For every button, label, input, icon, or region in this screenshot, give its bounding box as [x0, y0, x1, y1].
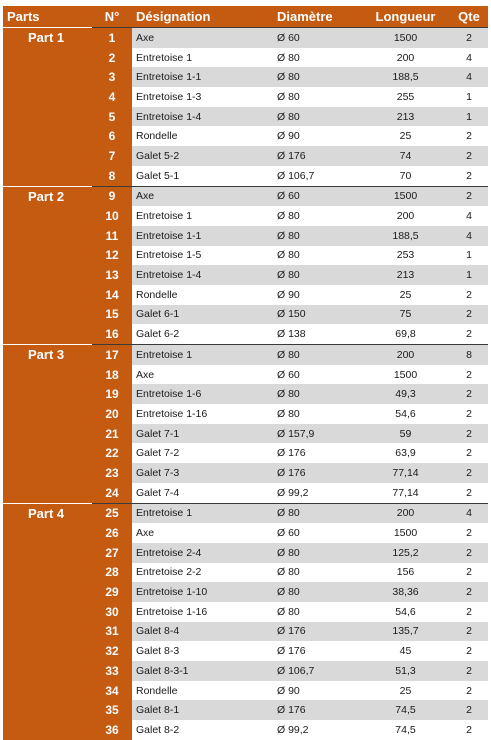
table-row	[3, 28, 488, 48]
item-designation: Entretoise 1-6	[132, 384, 273, 404]
item-length: 200	[361, 345, 450, 365]
item-number: 10	[92, 206, 132, 226]
item-length: 74,5	[361, 720, 450, 740]
header-row	[3, 6, 488, 28]
item-length: 25	[361, 126, 450, 146]
item-number: 34	[92, 681, 132, 701]
item-length: 49,3	[361, 384, 450, 404]
item-quantity: 4	[450, 226, 488, 246]
item-diameter: Ø 60	[273, 28, 361, 48]
item-quantity: 1	[450, 265, 488, 285]
item-length: 1500	[361, 523, 450, 543]
item-diameter: Ø 80	[273, 107, 361, 127]
item-designation: Entretoise 1-10	[132, 582, 273, 602]
part-group-name: Part 1	[28, 30, 65, 45]
item-quantity: 2	[450, 661, 488, 681]
item-designation: Galet 8-2	[132, 720, 273, 740]
part-group-name: Part 2	[28, 188, 65, 204]
item-length: 1500	[361, 28, 450, 48]
item-designation: Entretoise 1-16	[132, 404, 273, 424]
item-designation: Axe	[132, 186, 273, 206]
item-length: 213	[361, 265, 450, 285]
item-designation: Entretoise 1-4	[132, 265, 273, 285]
item-length: 54,6	[361, 404, 450, 424]
item-diameter: Ø 106,7	[273, 661, 361, 681]
item-designation: Entretoise 1-16	[132, 602, 273, 622]
item-designation: Entretoise 1-1	[132, 67, 273, 87]
item-length: 188,5	[361, 226, 450, 246]
item-designation: Galet 7-2	[132, 443, 273, 463]
item-length: 51,3	[361, 661, 450, 681]
part-group-label	[3, 186, 92, 345]
item-quantity: 2	[450, 324, 488, 344]
item-quantity: 1	[450, 246, 488, 266]
item-number: 29	[92, 582, 132, 602]
item-number: 31	[92, 622, 132, 642]
part-group-name: Part 4	[28, 505, 65, 521]
item-quantity: 2	[450, 285, 488, 305]
item-quantity: 4	[450, 67, 488, 87]
item-designation: Galet 6-2	[132, 324, 273, 344]
item-number: 19	[92, 384, 132, 404]
item-length: 200	[361, 206, 450, 226]
item-designation: Entretoise 1-3	[132, 87, 273, 107]
item-number: 18	[92, 365, 132, 385]
item-length: 75	[361, 305, 450, 325]
item-quantity: 2	[450, 166, 488, 186]
item-number: 14	[92, 285, 132, 305]
item-diameter: Ø 80	[273, 246, 361, 266]
item-diameter: Ø 99,2	[273, 483, 361, 503]
item-length: 74	[361, 146, 450, 166]
item-number: 24	[92, 483, 132, 503]
item-quantity: 2	[450, 28, 488, 48]
item-designation: Galet 8-4	[132, 622, 273, 642]
item-designation: Galet 5-1	[132, 166, 273, 186]
item-designation: Axe	[132, 523, 273, 543]
item-diameter: Ø 176	[273, 463, 361, 483]
item-number: 9	[92, 186, 132, 206]
item-length: 135,7	[361, 622, 450, 642]
item-designation: Entretoise 1-4	[132, 107, 273, 127]
part-group-label	[3, 503, 92, 740]
item-quantity: 2	[450, 443, 488, 463]
item-quantity: 1	[450, 107, 488, 127]
item-quantity: 2	[450, 582, 488, 602]
item-number: 22	[92, 443, 132, 463]
item-diameter: Ø 80	[273, 582, 361, 602]
item-diameter: Ø 80	[273, 384, 361, 404]
item-diameter: Ø 99,2	[273, 720, 361, 740]
item-designation: Galet 6-1	[132, 305, 273, 325]
item-number: 21	[92, 424, 132, 444]
item-designation: Axe	[132, 28, 273, 48]
item-diameter: Ø 80	[273, 48, 361, 68]
item-quantity: 2	[450, 622, 488, 642]
item-diameter: Ø 157,9	[273, 424, 361, 444]
header-quantity: Qte	[450, 6, 488, 28]
item-length: 69,8	[361, 324, 450, 344]
item-number: 23	[92, 463, 132, 483]
table-row	[3, 186, 488, 206]
parts-table	[3, 6, 488, 740]
item-quantity: 1	[450, 87, 488, 107]
part-group-label	[3, 345, 92, 504]
item-quantity: 2	[450, 700, 488, 720]
item-designation: Rondelle	[132, 681, 273, 701]
item-diameter: Ø 176	[273, 146, 361, 166]
item-diameter: Ø 80	[273, 503, 361, 523]
item-quantity: 2	[450, 523, 488, 543]
part-group-label	[3, 28, 92, 187]
item-designation: Galet 8-3	[132, 641, 273, 661]
item-length: 188,5	[361, 67, 450, 87]
item-quantity: 4	[450, 48, 488, 68]
item-length: 38,36	[361, 582, 450, 602]
table-body	[3, 28, 488, 740]
item-designation: Entretoise 2-4	[132, 543, 273, 563]
item-length: 1500	[361, 365, 450, 385]
item-length: 59	[361, 424, 450, 444]
item-length: 54,6	[361, 602, 450, 622]
item-designation: Entretoise 1	[132, 206, 273, 226]
item-designation: Galet 8-3-1	[132, 661, 273, 681]
item-number: 2	[92, 48, 132, 68]
item-number: 36	[92, 720, 132, 740]
item-diameter: Ø 80	[273, 563, 361, 583]
item-number: 35	[92, 700, 132, 720]
item-diameter: Ø 176	[273, 443, 361, 463]
item-diameter: Ø 80	[273, 206, 361, 226]
item-diameter: Ø 80	[273, 404, 361, 424]
item-number: 7	[92, 146, 132, 166]
item-length: 125,2	[361, 543, 450, 563]
item-quantity: 2	[450, 146, 488, 166]
item-quantity: 2	[450, 463, 488, 483]
item-diameter: Ø 80	[273, 543, 361, 563]
header-length: Longueur	[361, 6, 450, 28]
item-diameter: Ø 80	[273, 226, 361, 246]
item-designation: Rondelle	[132, 285, 273, 305]
item-designation: Entretoise 1	[132, 503, 273, 523]
item-number: 3	[92, 67, 132, 87]
item-diameter: Ø 60	[273, 365, 361, 385]
item-number: 33	[92, 661, 132, 681]
item-length: 77,14	[361, 463, 450, 483]
item-number: 8	[92, 166, 132, 186]
item-quantity: 4	[450, 206, 488, 226]
item-designation: Rondelle	[132, 126, 273, 146]
item-number: 1	[92, 28, 132, 48]
item-designation: Axe	[132, 365, 273, 385]
item-designation: Entretoise 1-1	[132, 226, 273, 246]
item-quantity: 4	[450, 503, 488, 523]
item-designation: Entretoise 1-5	[132, 246, 273, 266]
item-length: 213	[361, 107, 450, 127]
item-length: 25	[361, 681, 450, 701]
item-length: 77,14	[361, 483, 450, 503]
item-number: 11	[92, 226, 132, 246]
item-designation: Galet 7-1	[132, 424, 273, 444]
item-designation: Entretoise 1	[132, 345, 273, 365]
item-number: 32	[92, 641, 132, 661]
item-quantity: 2	[450, 602, 488, 622]
item-length: 200	[361, 48, 450, 68]
item-quantity: 2	[450, 305, 488, 325]
item-length: 255	[361, 87, 450, 107]
part-group-name: Part 3	[28, 347, 65, 362]
item-number: 12	[92, 246, 132, 266]
item-number: 13	[92, 265, 132, 285]
item-diameter: Ø 60	[273, 523, 361, 543]
item-designation: Galet 5-2	[132, 146, 273, 166]
item-length: 63,9	[361, 443, 450, 463]
item-quantity: 2	[450, 681, 488, 701]
item-number: 20	[92, 404, 132, 424]
item-number: 16	[92, 324, 132, 344]
item-designation: Entretoise 2-2	[132, 563, 273, 583]
item-quantity: 2	[450, 404, 488, 424]
item-designation: Galet 8-1	[132, 700, 273, 720]
item-quantity: 2	[450, 126, 488, 146]
item-diameter: Ø 138	[273, 324, 361, 344]
item-diameter: Ø 150	[273, 305, 361, 325]
item-designation: Galet 7-3	[132, 463, 273, 483]
item-length: 70	[361, 166, 450, 186]
item-number: 5	[92, 107, 132, 127]
item-number: 26	[92, 523, 132, 543]
item-quantity: 2	[450, 720, 488, 740]
item-quantity: 2	[450, 384, 488, 404]
item-quantity: 2	[450, 543, 488, 563]
item-diameter: Ø 176	[273, 700, 361, 720]
item-number: 6	[92, 126, 132, 146]
item-diameter: Ø 90	[273, 126, 361, 146]
item-length: 156	[361, 563, 450, 583]
item-number: 30	[92, 602, 132, 622]
item-diameter: Ø 80	[273, 345, 361, 365]
item-length: 1500	[361, 186, 450, 206]
item-diameter: Ø 80	[273, 67, 361, 87]
item-length: 45	[361, 641, 450, 661]
item-diameter: Ø 80	[273, 602, 361, 622]
item-diameter: Ø 176	[273, 641, 361, 661]
item-quantity: 8	[450, 345, 488, 365]
item-length: 25	[361, 285, 450, 305]
item-diameter: Ø 80	[273, 265, 361, 285]
item-quantity: 2	[450, 365, 488, 385]
header-parts: Parts	[3, 6, 92, 28]
header-designation: Désignation	[132, 6, 273, 28]
item-quantity: 2	[450, 186, 488, 206]
item-diameter: Ø 90	[273, 681, 361, 701]
item-quantity: 2	[450, 483, 488, 503]
item-diameter: Ø 90	[273, 285, 361, 305]
item-length: 253	[361, 246, 450, 266]
item-number: 27	[92, 543, 132, 563]
item-number: 17	[92, 345, 132, 365]
item-diameter: Ø 60	[273, 186, 361, 206]
item-number: 25	[92, 503, 132, 523]
header-diameter: Diamètre	[273, 6, 361, 28]
item-number: 28	[92, 563, 132, 583]
table-row	[3, 345, 488, 365]
item-length: 74,5	[361, 700, 450, 720]
header-number: N°	[92, 6, 132, 28]
item-length: 200	[361, 503, 450, 523]
item-designation: Entretoise 1	[132, 48, 273, 68]
item-diameter: Ø 176	[273, 622, 361, 642]
item-number: 15	[92, 305, 132, 325]
table-row	[3, 503, 488, 523]
item-designation: Galet 7-4	[132, 483, 273, 503]
item-number: 4	[92, 87, 132, 107]
item-quantity: 2	[450, 424, 488, 444]
item-quantity: 2	[450, 563, 488, 583]
item-quantity: 2	[450, 641, 488, 661]
item-diameter: Ø 106,7	[273, 166, 361, 186]
item-diameter: Ø 80	[273, 87, 361, 107]
